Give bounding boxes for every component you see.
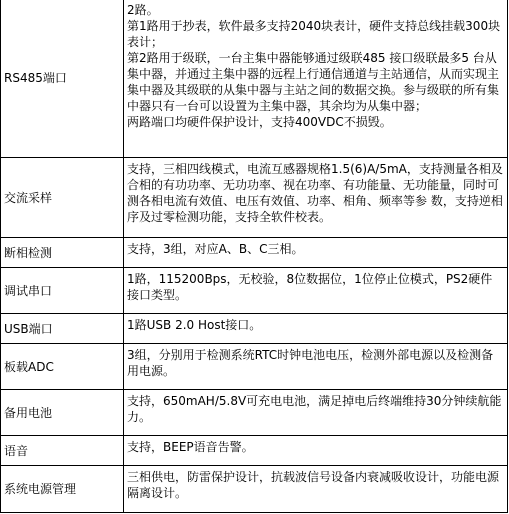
- table-row: [1, 238, 508, 268]
- description-line: 三相供电，防雷保护设计，抗载波信号设备内衰减吸收设计，功能电源隔离设计。: [127, 470, 500, 500]
- description-line: 第2路用于级联，一台主集中器能够通过级联485 接口级联最多5 台从集中器，并通过主集中器的远程上行通信通道与主站通信，从而实现主集中器及其级联的从集中器与主站之间的数据交换。参与级联的所有集中器只有一台可以设置为主集中器，其余均为从集中器；: [127, 51, 500, 113]
- description-line: 支持，三相四线模式，电流互感器规格1.5(6)A/5mA，支持测量各相及合相的有功功率、无功功率、视在功率、有功能量、无功能量，同时可测各相电流有效值、电压有效值、功率、相角、频率等参 数，支持逆相序及过零检测功能，支持全软件校表。: [127, 162, 503, 224]
- row-description: [124, 466, 508, 513]
- row-label: 备用电池: [1, 390, 124, 436]
- description-line: 第1路用于抄表，软件最多支持2040块表计，硬件支持总线挂载300块表计；: [127, 19, 501, 49]
- table-row: [1, 0, 508, 158]
- row-label: RS485端口: [1, 0, 124, 158]
- description-line: 2路。: [127, 3, 159, 17]
- description-line: 支持，650mAH/5.8V可充电电池，满足掉电后终端维持30分钟续航能力。: [127, 394, 502, 424]
- table-row: [1, 314, 508, 344]
- row-label: 断相检测: [1, 238, 124, 268]
- table-row: [1, 268, 508, 314]
- table-row: [1, 466, 508, 513]
- row-label: 语音: [1, 436, 124, 466]
- description-line: 1路USB 2.0 Host接口。: [127, 318, 262, 332]
- description-line: 支持，3组，对应A、B、C三相。: [127, 242, 304, 256]
- row-description: [124, 158, 508, 238]
- row-description: [124, 268, 508, 314]
- description-line: 1路，115200Bps，无校验，8位数据位，1位停止位模式，PS2硬件接口类型。: [127, 272, 493, 302]
- table-row: [1, 390, 508, 436]
- table-row: [1, 436, 508, 466]
- row-label: 交流采样: [1, 158, 124, 238]
- row-description: [124, 436, 508, 466]
- description-line: 两路端口均硬件保护设计，支持400VDC不损毁。: [127, 115, 392, 129]
- row-description: [124, 314, 508, 344]
- table-row: [1, 344, 508, 390]
- table-row: [1, 158, 508, 238]
- description-line: 支持，BEEP语音告警。: [127, 440, 254, 454]
- row-description: [124, 238, 508, 268]
- row-label: 板载ADC: [1, 344, 124, 390]
- description-line: 3组，分别用于检测系统RTC时钟电池电压，检测外部电源以及检测备用电源。: [127, 348, 494, 378]
- row-label: USB端口: [1, 314, 124, 344]
- row-description: [124, 344, 508, 390]
- row-description: [124, 0, 508, 158]
- row-description: [124, 390, 508, 436]
- row-label: 系统电源管理: [1, 466, 124, 513]
- row-label: 调试串口: [1, 268, 124, 314]
